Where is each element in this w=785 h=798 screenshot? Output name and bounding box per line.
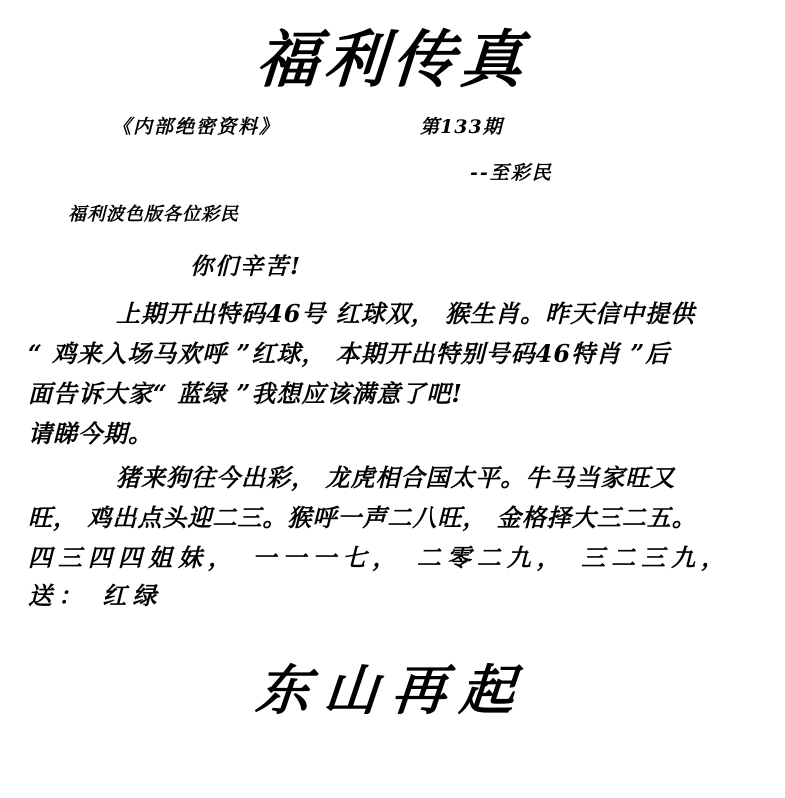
page-title: 福利传真 <box>253 23 532 96</box>
addressee-label: --至彩民 <box>470 162 553 185</box>
document-body <box>0 295 785 614</box>
forecast-line: 旺， 鸡出点头迎二三。猴呼一声二八旺， 金格择大三二五。 <box>28 502 697 532</box>
document-page <box>0 23 785 798</box>
body-paragraph: 请睇今期。 <box>28 418 153 448</box>
body-paragraph: “ 鸡来入场马欢呼 ”红球， 本期开出特别号码46特肖 ”后 <box>28 339 671 369</box>
greeting-line: 福利波色版各位彩民 <box>68 204 239 226</box>
issue-number: 第133期 <box>420 116 503 139</box>
forecast-block <box>28 459 767 615</box>
subheader-row <box>0 112 785 146</box>
body-paragraph: 上期开出特码46号 红球双， 猴生肖。昨天信中提供 <box>116 299 696 329</box>
salutation: 你们辛苦! <box>190 253 303 281</box>
document-subtitle: 《内部绝密资料》 <box>112 116 281 139</box>
footer-slogan: 东山再起 <box>253 658 531 723</box>
body-paragraph: 面告诉大家“ 蓝绿 ”我想应该满意了吧! <box>28 379 463 408</box>
forecast-line: 猪来狗往今出彩， 龙虎相合国太平。牛马当家旺又 <box>116 462 676 492</box>
forecast-numbers-line: 四三四四姐妹， 一一一七， 二零二九， 三二三九， 送： 红绿 <box>28 542 732 610</box>
addressee-row <box>0 158 785 190</box>
